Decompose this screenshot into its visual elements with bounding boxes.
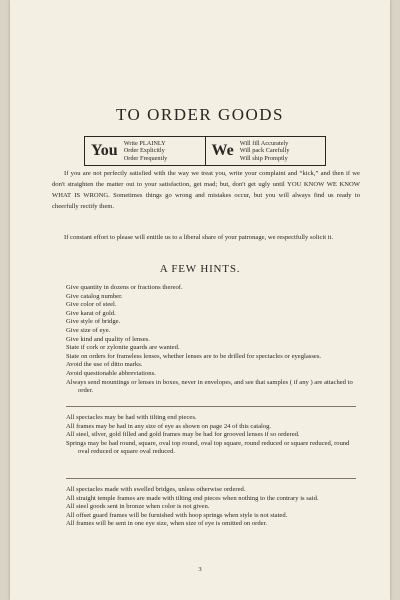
you-box <box>85 137 205 165</box>
frame-notes-list <box>66 414 356 457</box>
note-item: All spectacles may be had with tilting end pieces. <box>66 414 197 421</box>
note-item: All offset guard frames will be furnished with hoop springs when style is not stated. <box>66 511 288 519</box>
divider-rule <box>66 406 356 407</box>
note-item: All spectacles made with swelled bridges, unless otherwise ordered. <box>66 486 246 493</box>
we-box <box>205 137 326 165</box>
you-word: You <box>91 142 118 159</box>
page-number: 3 <box>198 566 202 573</box>
we-word: We <box>211 142 234 159</box>
we-line: Will ship Promptly <box>239 154 288 162</box>
hint-item: State if cork or zylonite guards are wanted. <box>66 344 180 352</box>
hint-item: Give style of bridge. <box>66 318 121 326</box>
catalog-page <box>10 0 390 600</box>
hint-item: Give size of eye. <box>66 326 111 334</box>
you-line: Write PLAINLY <box>123 139 166 147</box>
we-line: Will fill Accurately <box>239 139 289 147</box>
note-item: All frames will be sent in one eye size, when size of eye is omitted on order. <box>66 520 268 528</box>
divider-rule <box>66 478 356 479</box>
hint-item: Avoid the use of ditto marks. <box>66 361 143 369</box>
we-lines <box>240 140 290 163</box>
you-line: Order Frequently <box>123 154 168 162</box>
note-item: All steel, silver, gold filled and gold frames may be had for grooved lenses if so ordered. <box>66 431 300 439</box>
you-lines <box>124 140 168 163</box>
hint-item: Give quantity in dozens or fractions thereof. <box>66 284 183 291</box>
note-item: All straight temple frames are made with tilting end pieces when nothing to the contrary is said. <box>66 494 319 502</box>
you-line: Order Explicitly <box>123 147 165 155</box>
we-line: Will pack Carefully <box>239 147 290 155</box>
hint-item: Always send mountings or lenses in boxes, never in envelopes, and see that samples ( if any ) are attached to order. <box>66 378 353 395</box>
hints-title: A FEW HINTS. <box>159 263 241 275</box>
hint-item: State on orders for frameless lenses, whether lenses are to be drilled for spectacles or eyeglasses. <box>66 352 322 360</box>
intro-paragraph: If you are not perfectly satisfied with the way we treat you, write your complaint and “kick,” and then if we don't straighten the matter out to your satisfaction, get mad; but, don't get ugly until YOU KNOW WE KNOW WHAT IS WRONG. Sometimes things go wrong and mistakes occur, but you will always find us ready to cheerfully rectify them. <box>52 170 360 210</box>
hint-item: Give color of steel. <box>66 301 117 309</box>
solicit-paragraph: If constant effort to please will entitle us to a liberal share of your patronage, we respectfully solicit it. <box>64 234 334 241</box>
note-item: All frames may be had in any size of eye as shown on page 24 of this catalog. <box>66 422 272 430</box>
motto-boxes <box>84 136 326 166</box>
hint-item: Give kind and quality of lenses. <box>66 335 150 343</box>
page-title: TO ORDER GOODS <box>115 105 285 124</box>
hint-item: Give catalog number. <box>66 292 123 300</box>
default-notes-list <box>66 486 356 529</box>
hint-item: Avoid questionable abbreviations. <box>66 369 156 377</box>
hint-item: Give karat of gold. <box>66 309 116 317</box>
note-item: All steel goods sent in bronze when color is not given. <box>66 503 210 511</box>
hints-list <box>66 284 356 396</box>
note-item: Springs may be had round, square, oval top round, oval top square, round reduced or square reduced, round oval reduced or square oval reduced. <box>66 439 350 456</box>
